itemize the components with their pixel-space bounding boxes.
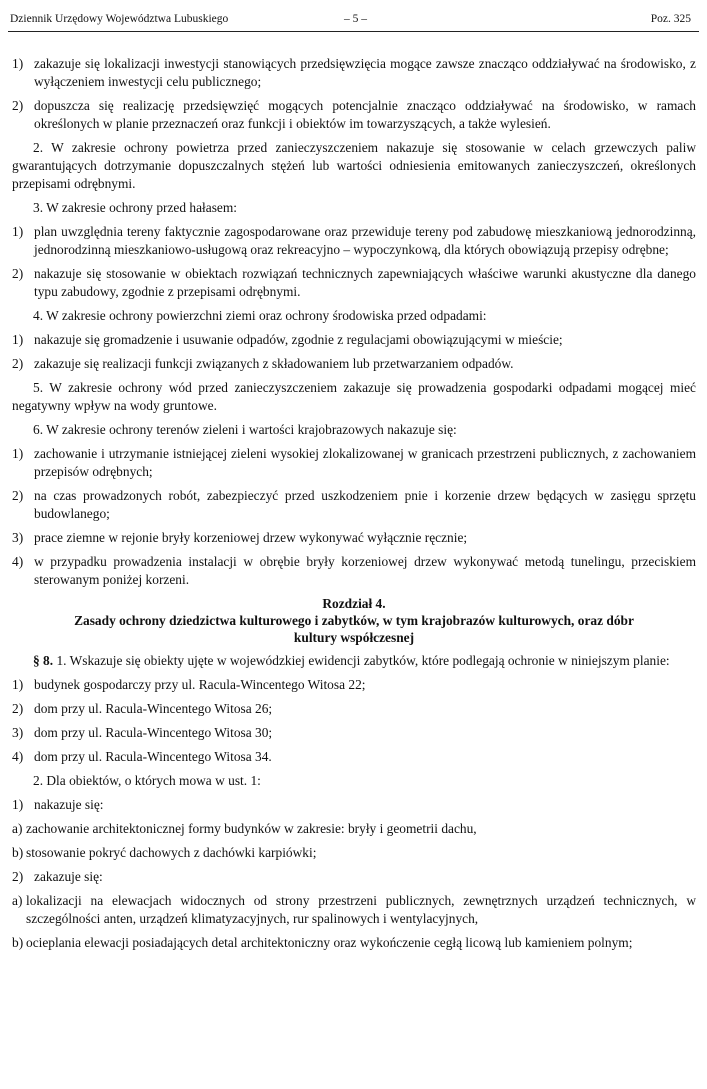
sub-item-text: zachowanie architektonicznej formy budynków w zakresie: bryły i geometrii dachu, bbox=[26, 821, 477, 836]
sub-item-letter: a) bbox=[12, 893, 23, 908]
list-item bbox=[12, 529, 696, 547]
section-paragraph bbox=[12, 652, 696, 670]
chapter-subtitle-line-1: Zasady ochrony dziedzictwa kulturowego i zabytków, w tym krajobrazów kulturowych, oraz dóbr bbox=[74, 613, 634, 628]
item-text: na czas prowadzonych robót, zabezpieczyć przed uszkodzeniem pnie i korzenie drzew będących w zasięgu sprzętu budowlanego; bbox=[34, 488, 696, 521]
chapter-heading bbox=[12, 595, 696, 646]
list-item bbox=[12, 700, 696, 718]
item-number: 3) bbox=[12, 725, 24, 740]
item-text: dom przy ul. Racula-Wincentego Witosa 30; bbox=[34, 725, 273, 740]
item-text: budynek gospodarczy przy ul. Racula-Wincentego Witosa 22; bbox=[34, 677, 366, 692]
page-header bbox=[8, 11, 699, 32]
item-number: 2) bbox=[12, 488, 24, 503]
list-item bbox=[12, 445, 696, 481]
sub-item-text: stosowanie pokryć dachowych z dachówki karpiówki; bbox=[26, 845, 317, 860]
chapter-title: Rozdział 4. bbox=[322, 596, 386, 611]
item-text: prace ziemne w rejonie bryły korzeniowej drzew wykonywać wyłącznie ręcznie; bbox=[34, 530, 468, 545]
list-item bbox=[12, 331, 696, 349]
item-text: plan uwzględnia tereny faktycznie zagospodarowane oraz przewiduje tereny pod zabudowę mieszkaniową jednorodzinną, jednorodzinną mieszkaniowo-usługową oraz rekreacyjno – wypoczynkową, dla których obowiązują przepisy odrębne; bbox=[34, 224, 696, 257]
paragraph: 6. W zakresie ochrony terenów zieleni i wartości krajobrazowych nakazuje się: bbox=[33, 422, 457, 437]
page-number: – 5 – bbox=[344, 13, 367, 25]
item-text: zachowanie i utrzymanie istniejącej zieleni wysokiej zlokalizowanej w granicach przestrzeni publicznych, z zachowaniem przepisów odrębnych; bbox=[34, 446, 696, 479]
sub-list-item bbox=[12, 934, 696, 952]
item-number: 1) bbox=[12, 797, 24, 812]
section-text: 1. Wskazuje się obiekty ujęte w wojewódzkiej ewidencji zabytków, które podlegają ochronie w niniejszym planie: bbox=[53, 653, 670, 668]
item-number: 1) bbox=[12, 677, 24, 692]
item-number: 3) bbox=[12, 530, 24, 545]
sub-item-letter: b) bbox=[12, 845, 24, 860]
item-text: nakazuje się stosowanie w obiektach rozwiązań technicznych zapewniających właściwe warunki akustyczne dla danego typu zabudowy, zgodnie z przepisami odrębnymi. bbox=[34, 266, 696, 299]
item-number: 2) bbox=[12, 701, 24, 716]
list-item bbox=[12, 487, 696, 523]
item-text: w przypadku prowadzenia instalacji w obrębie bryły korzeniowej drzew wykonywać metodą tunelingu, przeciskiem sterowanym poniżej korzeni. bbox=[34, 554, 696, 587]
paragraph: 5. W zakresie ochrony wód przed zanieczyszczeniem zakazuje się prowadzenia gospodarki odpadami mogącej mieć negatywny wpływ na wody gruntowe. bbox=[12, 380, 696, 413]
sub-item-letter: b) bbox=[12, 935, 24, 950]
sub-item-letter: a) bbox=[12, 821, 23, 836]
list-item bbox=[12, 553, 696, 589]
item-text: zakazuje się: bbox=[34, 869, 103, 884]
list-item bbox=[12, 265, 696, 301]
item-text: dopuszcza się realizację przedsięwzięć mogących potencjalnie znacząco oddziaływać na środowisko, w ramach określonych w planie przeznaczeń oraz funkcji i obiektów im towarzyszących, a także wylesień. bbox=[34, 98, 696, 131]
item-number: 4) bbox=[12, 749, 24, 764]
item-text: zakazuje się lokalizacji inwestycji stanowiących przedsięwzięcia mogące zawsze znacząco oddziaływać na środowisko, z wyłączeniem inwestycji celu publicznego; bbox=[34, 56, 696, 89]
sub-list-item bbox=[12, 892, 696, 928]
list-item bbox=[12, 748, 696, 766]
paragraph: 4. W zakresie ochrony powierzchni ziemi oraz ochrony środowiska przed odpadami: bbox=[33, 308, 487, 323]
chapter-subtitle-line-2: kultury współczesnej bbox=[293, 630, 415, 645]
paragraph: 2. W zakresie ochrony powietrza przed zanieczyszczeniem nakazuje się stosowanie w celach grzewczych paliw gwarantujących dotrzymanie dopuszczalnych stężeń lub wartości odniesienia emitowanych zanieczyszczeń, określonych przepisami odrębnymi. bbox=[12, 140, 696, 191]
item-text: zakazuje się realizacji funkcji związanych z składowaniem lub przetwarzaniem odpadów. bbox=[34, 356, 514, 371]
section-label: § 8. bbox=[33, 653, 54, 668]
item-text: nakazuje się gromadzenie i usuwanie odpadów, zgodnie z regulacjami obowiązującymi w mieście; bbox=[34, 332, 563, 347]
item-text: dom przy ul. Racula-Wincentego Witosa 34. bbox=[34, 749, 272, 764]
sub-item-text: lokalizacji na elewacjach widocznych od strony przestrzeni publicznych, zewnętrznych urządzeń technicznych, w szczególności anten, urządzeń klimatyzacyjnych, rur spalinowych i wentylacyjnych, bbox=[26, 893, 696, 926]
item-number: 1) bbox=[12, 332, 24, 347]
item-number: 2) bbox=[12, 869, 24, 884]
document-body bbox=[12, 55, 696, 958]
item-number: 1) bbox=[12, 446, 24, 461]
list-item bbox=[12, 868, 696, 886]
list-item bbox=[12, 55, 696, 91]
sub-item-text: ocieplania elewacji posiadających detal architektoniczny oraz wykończenie cegłą licową lub kamieniem polnym; bbox=[26, 935, 633, 950]
list-item bbox=[12, 97, 696, 133]
item-text: dom przy ul. Racula-Wincentego Witosa 26; bbox=[34, 701, 273, 716]
list-item bbox=[12, 676, 696, 694]
journal-title: Dziennik Urzędowy Województwa Lubuskiego bbox=[10, 13, 229, 25]
position-number: Poz. 325 bbox=[650, 13, 691, 25]
paragraph: 2. Dla obiektów, o których mowa w ust. 1: bbox=[33, 773, 261, 788]
item-number: 4) bbox=[12, 554, 24, 569]
list-item bbox=[12, 355, 696, 373]
item-number: 1) bbox=[12, 56, 24, 71]
item-number: 1) bbox=[12, 224, 24, 239]
list-item bbox=[12, 724, 696, 742]
list-item bbox=[12, 223, 696, 259]
item-number: 2) bbox=[12, 266, 24, 281]
paragraph: 3. W zakresie ochrony przed hałasem: bbox=[33, 200, 238, 215]
item-text: nakazuje się: bbox=[34, 797, 104, 812]
item-number: 2) bbox=[12, 98, 24, 113]
sub-list-item bbox=[12, 844, 696, 862]
sub-list-item bbox=[12, 820, 696, 838]
item-number: 2) bbox=[12, 356, 24, 371]
list-item bbox=[12, 796, 696, 814]
